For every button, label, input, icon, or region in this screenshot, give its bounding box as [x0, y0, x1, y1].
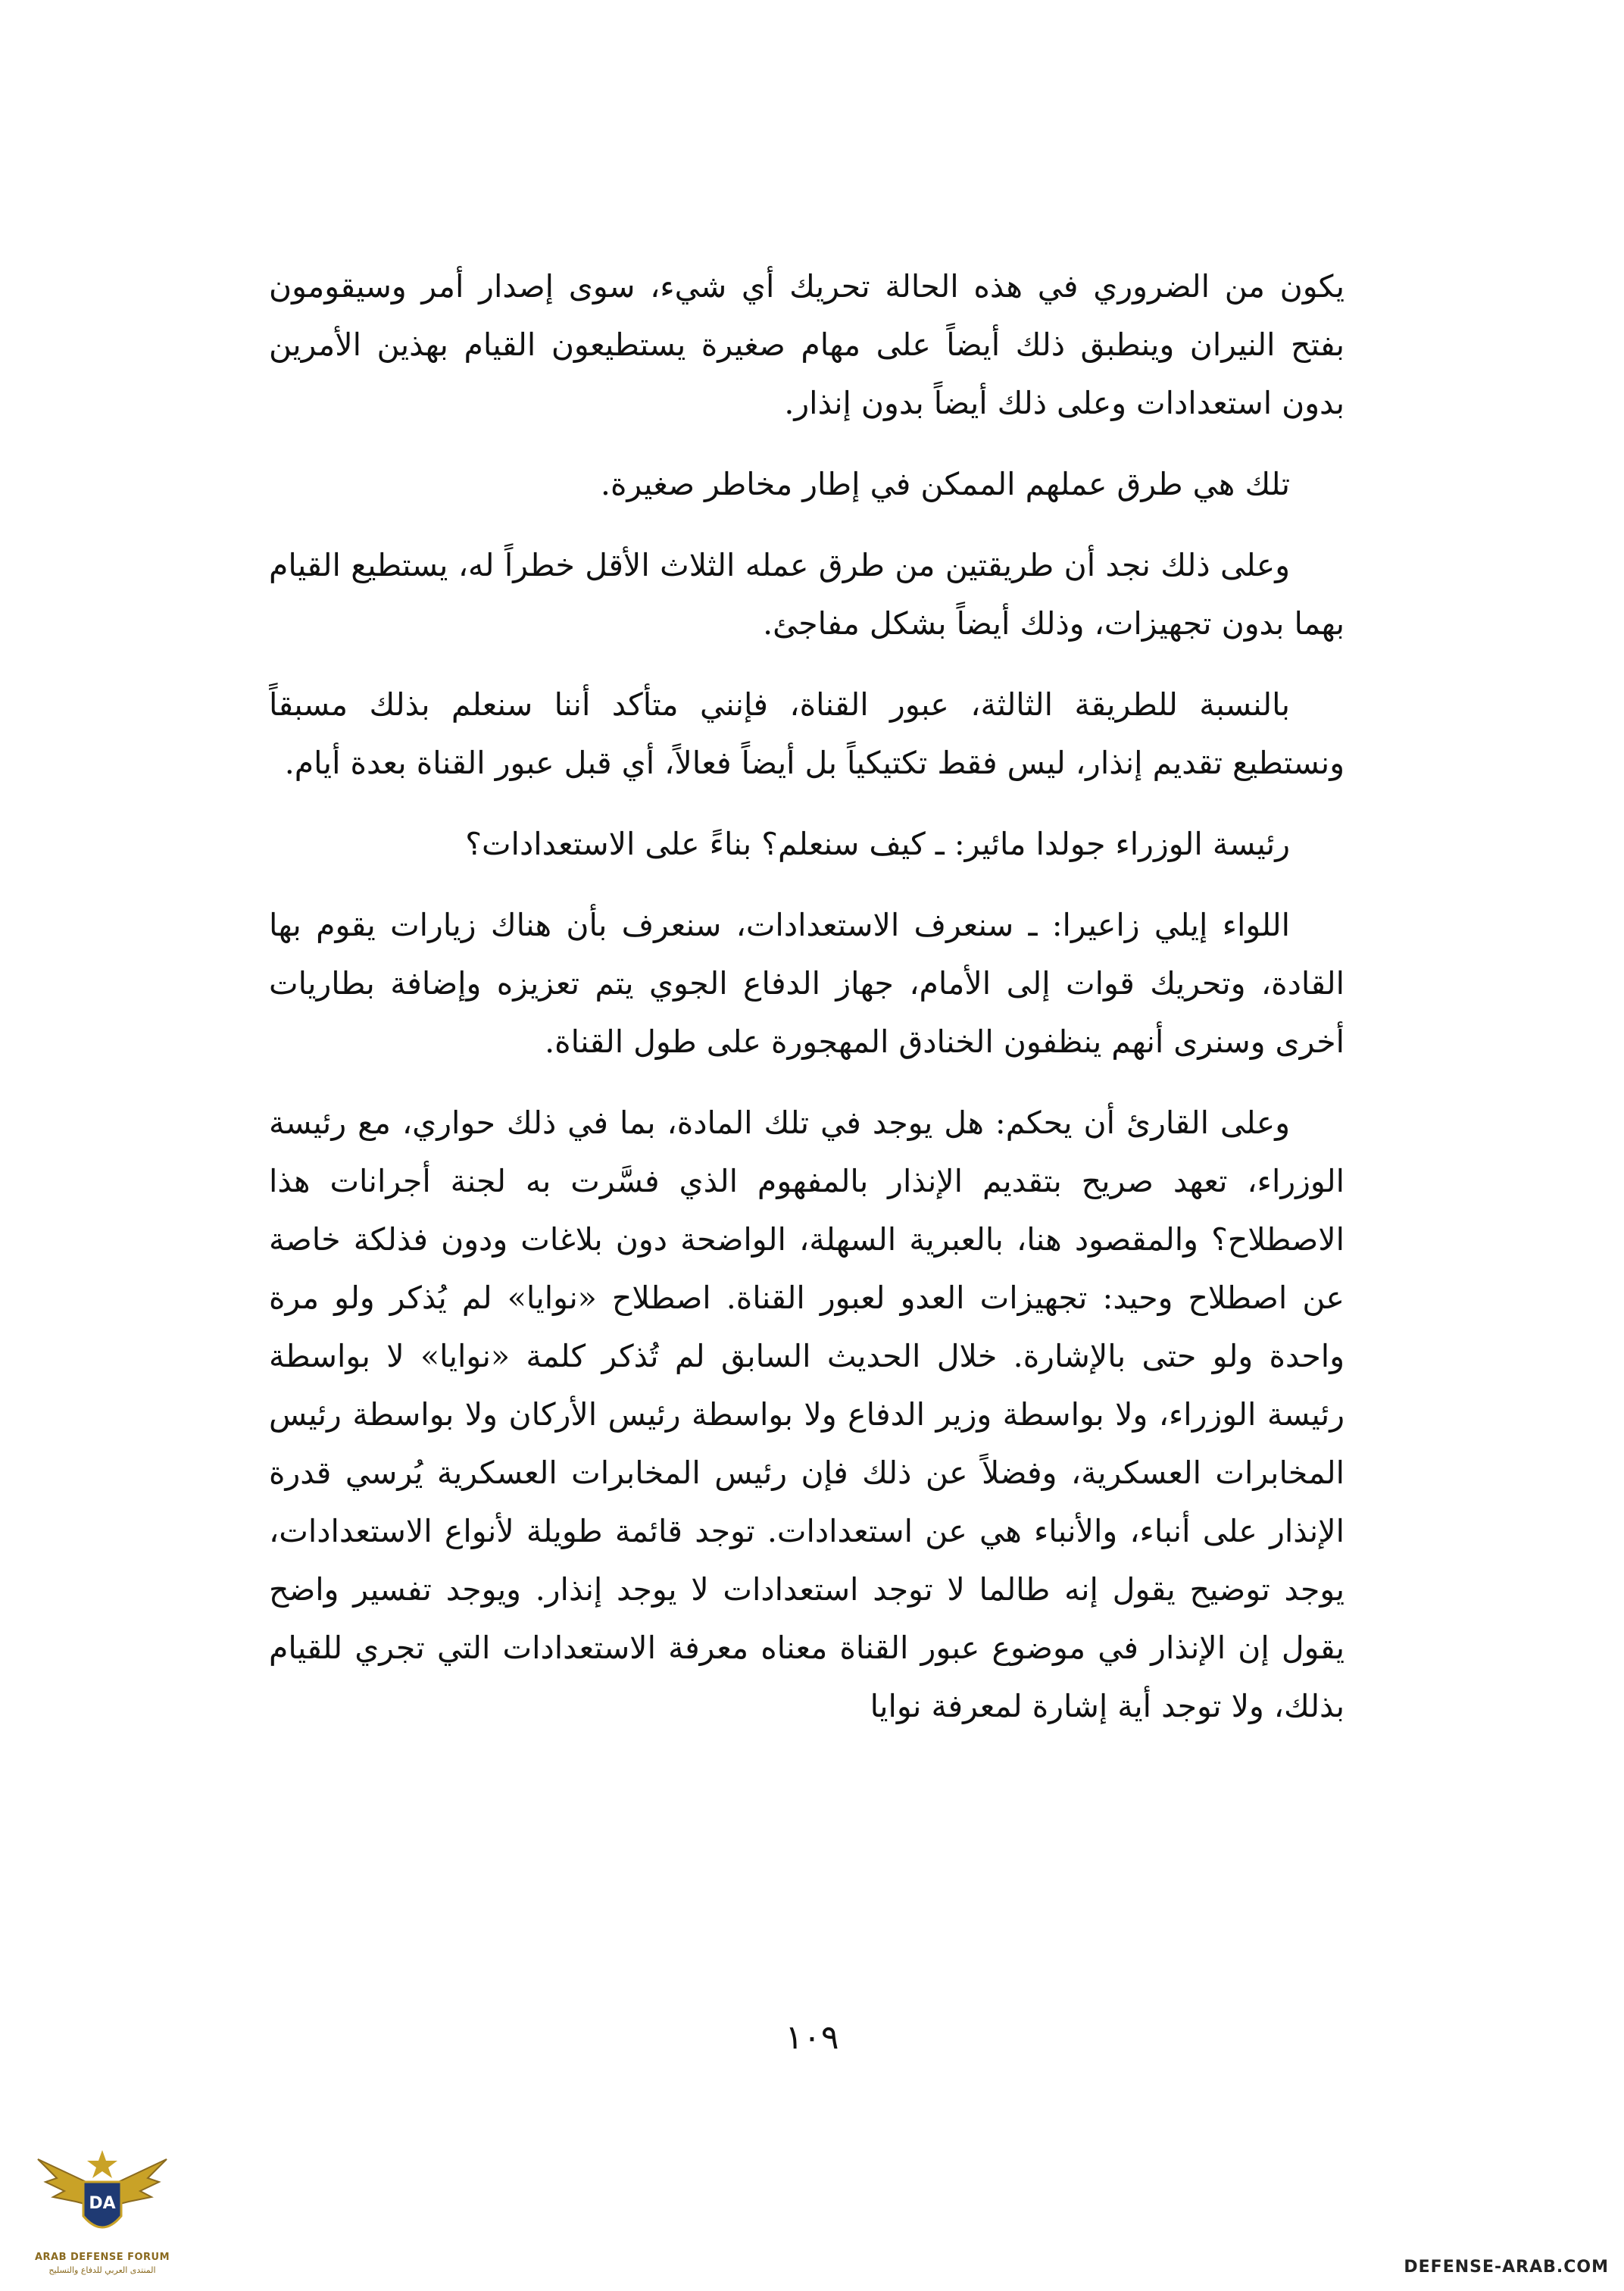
paragraph-1: يكون من الضروري في هذه الحالة تحريك أي شيء، سوى إصدار أمر وسيقومون بفتح النيران وينطبق ذلك أيضاً على مهام صغيرة يستطيعون القيام بهذين الأمرين بدون استعدادات وعلى ذلك أيضاً بدون إنذار. [269, 268, 1344, 421]
site-watermark: DEFENSE-ARAB.COM [1404, 2258, 1609, 2277]
paragraph-2: تلك هي طرق عملهم الممكن في إطار مخاطر صغيرة. [600, 466, 1290, 502]
page-number: ١٠٩ [785, 2018, 839, 2057]
paragraph-7: وعلى القارئ أن يحكم: هل يوجد في تلك المادة، بما في ذلك حواري، مع رئيسة الوزراء، تعهد صريح بتقديم الإنذار بالمفهوم الذي فسَّرت به لجنة أجرانات هذا الاصطلاح؟ والمقصود هنا، بالعبرية السهلة، الواضحة دون بلاغات ودون فذلكة خاصة عن اصطلاح وحيد: تجهيزات العدو لعبور القناة. اصطلاح «نوايا» لم يُذكر ولو مرة واحدة ولو حتى بالإشارة. خلال الحديث السابق لم تُذكر كلمة «نوايا» لا بواسطة رئيسة الوزراء، ولا بواسطة وزير الدفاع ولا بواسطة رئيس الأركان ولا بواسطة رئيس المخابرات العسكرية، وفضلاً عن ذلك فإن رئيس المخابرات العسكرية يُرسي قدرة الإنذار على أنباء، والأنباء هي عن استعدادات. توجد قائمة طويلة لأنواع الاستعدادات، يوجد توضيح يقول إنه طالما لا توجد استعدادات لا يوجد إنذار. ويوجد تفسير واضح يقول إن الإنذار في موضوع عبور القناة معناه معرفة الاستعدادات التي تجري للقيام بذلك، ولا توجد أية إشارة لمعرفة نوايا [269, 1105, 1344, 1724]
paragraph-6: اللواء إيلي زاعيرا: ـ سنعرف الاستعدادات، سنعرف بأن هناك زيارات يقوم بها القادة، وتحريك قوات إلى الأمام، جهاز الدفاع الجوي يتم تعزيزه وإضافة بطاريات أخرى وسنرى أنهم ينظفون الخنادق المهجورة على طول القناة. [269, 907, 1344, 1060]
arab-defense-forum-logo [30, 2136, 174, 2280]
eagle-emblem-icon [30, 2136, 174, 2250]
paragraph-3: وعلى ذلك نجد أن طريقتين من طرق عمله الثلاث الأقل خطراً له، يستطيع القيام بهما بدون تجهيزات، وذلك أيضاً بشكل مفاجئ. [269, 547, 1344, 642]
logo-title: ARAB DEFENSE FORUM [34, 2252, 170, 2263]
paragraph-5: رئيسة الوزراء جولدا مائير: ـ كيف سنعلم؟ بناءً على الاستعدادات؟ [465, 826, 1290, 862]
page-body [269, 258, 1344, 2091]
paragraph-4: بالنسبة للطريقة الثالثة، عبور القناة، فإنني متأكد أننا سنعلم بذلك مسبقاً ونستطيع تقديم إنذار، ليس فقط تكتيكياً بل أيضاً فعالاً، أي قبل عبور القناة بعدة أيام. [269, 686, 1344, 781]
svg-text:DA: DA [89, 2194, 116, 2213]
logo-subtitle: المنتدى العربي للدفاع والتسليح [48, 2265, 156, 2275]
